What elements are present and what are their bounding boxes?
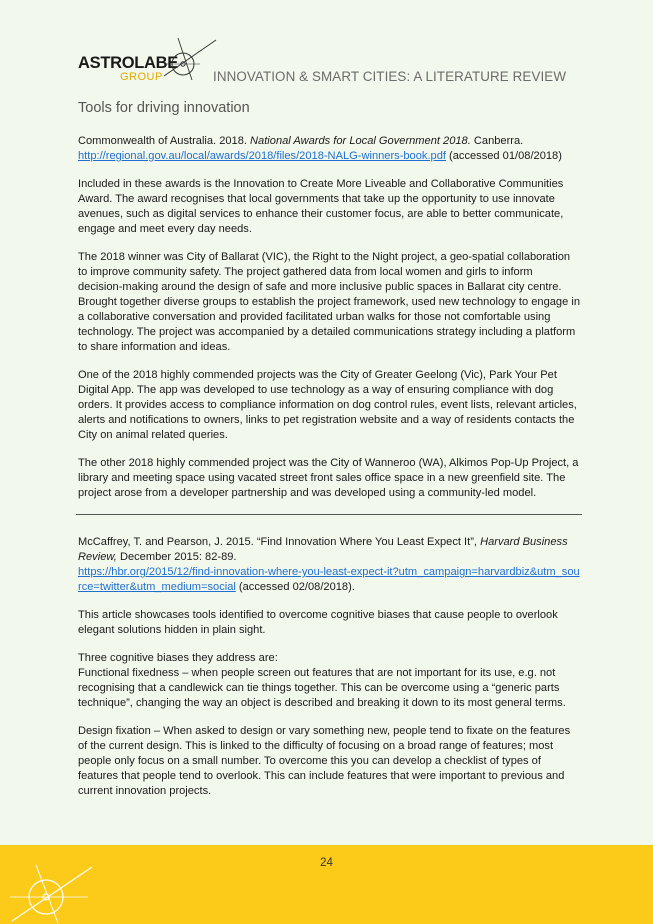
bias-functional-fixedness: Functional fixedness – when people screen out features that are not important for its use, e.g. not recognising that a candlewick can tie things together. This can be overcome using a “generic parts technique”, changing the way an object is described and breaking it down to its most general terms. [78, 667, 566, 709]
document-body [78, 134, 580, 812]
citation-commonwealth [78, 134, 580, 164]
body-paragraph: This article showcases tools identified to overcome cognitive biases that cause people to overlook elegant solutions hidden in plain sight. [78, 609, 558, 636]
page-number: 24 [320, 857, 333, 869]
astrolabe-logo [78, 36, 218, 88]
hbr-article-link[interactable]: https://hbr.org/2015/12/find-innovation-where-you-least-expect-it?utm_campaign=harvardbiz&utm_source=twitter&utm_medium=social [78, 566, 580, 593]
biases-block [78, 651, 580, 711]
citation-mccaffrey [78, 535, 580, 595]
citation-title: Harvard Business Review, [78, 536, 568, 563]
page-footer [0, 845, 653, 924]
body-paragraph: The 2018 winner was City of Ballarat (VIC), the Right to the Night project, a geo-spatial collaboration to improve community safety. The project gathered data from local women and girls to inform decision-making around the design of safe and more inclusive public spaces in Ballarat city centre. Brought together diverse groups to establish the project framework, used new technology to engage in a collaborative conversation and provided facilitated urban walks for those not comfortable using technology. The project was accompanied by a detailed communications strategy including a platform to share information and ideas. [78, 251, 580, 353]
body-paragraph: The other 2018 highly commended project was the City of Wanneroo (WA), Alkimos Pop-Up Project, a library and meeting space using vacated street front sales office space in a new greenfield site. The project arose from a developer partnership and was developed using a community-led model. [78, 457, 579, 499]
citation-author: McCaffrey, T. and Pearson, J. 2015. “Find Innovation Where You Least Expect It”, [78, 536, 481, 548]
astrolabe-watermark-icon [8, 863, 94, 924]
astrolabe-compass-icon [162, 36, 218, 84]
document-header-title: INNOVATION & SMART CITIES: A LITERATURE REVIEW [213, 69, 567, 84]
citation-place: Canberra. [470, 135, 524, 147]
accessed-date: (accessed 01/08/2018) [445, 150, 562, 162]
section-divider [76, 514, 582, 515]
body-paragraph: One of the 2018 highly commended projects was the City of Greater Geelong (Vic), Park Your Pet Digital App. The app was developed to use technology as a way of ensuring compliance with dog orders. It provides access to compliance information on dog control rules, event lists, relevant articles, alerts and notifications to owners, links to pet registration website and a way of residents contacts the City on animal related queries. [78, 369, 577, 441]
accessed-date: (accessed 02/08/2018). [235, 581, 355, 593]
citation-title: National Awards for Local Government 2018. [250, 135, 471, 147]
logo-brand-text: ASTROLABE [78, 54, 178, 72]
nalg-winners-link[interactable]: http://regional.gov.au/local/awards/2018/files/2018-NALG-winners-book.pdf [78, 150, 446, 162]
biases-heading: Three cognitive biases they address are: [78, 652, 278, 664]
logo-group-text: GROUP [120, 71, 163, 83]
section-title: Tools for driving innovation [78, 100, 250, 116]
citation-pages: December 2015: 82-89. [116, 551, 237, 563]
bias-design-fixation: Design fixation – When asked to design or vary something new, people tend to fixate on the features of the current design. This is linked to the difficulty of focusing on a broad range of features; most people only focus on a small number. To overcome this you can develop a checklist of types of features that people tend to overlook. This can include features that were important to previous and current innovation projects. [78, 725, 571, 797]
body-paragraph: Included in these awards is the Innovation to Create More Liveable and Collaborative Communities Award. The award recognises that local governments that take up the opportunity to use innovate avenues, such as digital services to enhance their customer focus, are able to better communicate, engage and meet every day needs. [78, 178, 564, 235]
citation-author: Commonwealth of Australia. 2018. [78, 135, 251, 147]
